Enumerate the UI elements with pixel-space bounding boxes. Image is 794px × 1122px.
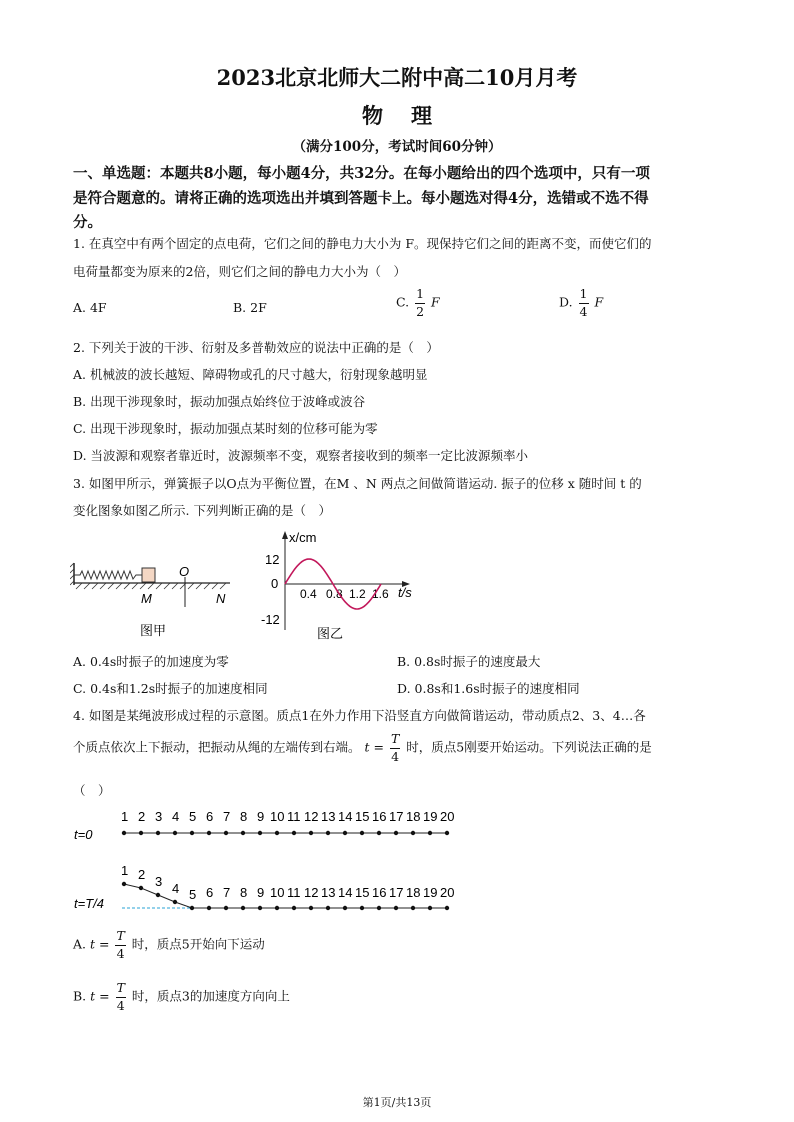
particle-dot [428, 831, 432, 835]
particle-number: 20 [440, 885, 455, 900]
particle-dot [411, 906, 415, 910]
q1-option-d-prefix: D. [559, 294, 573, 310]
equals-sign: = [95, 988, 114, 1004]
particle-dot [139, 831, 143, 835]
particle-dot [326, 906, 330, 910]
exam-note: （满分100分，考试时间60分钟） [292, 139, 502, 155]
q4-stem-line2 [73, 733, 652, 763]
q4-stem-line3: （ ） [73, 783, 111, 798]
particle-dot [445, 831, 449, 835]
particle-dot [394, 906, 398, 910]
particle-number: 1 [121, 863, 129, 878]
particle-dot [241, 831, 245, 835]
particle-dot [258, 906, 262, 910]
option-text: 时，质点3的加速度方向向上 [131, 988, 290, 1004]
fraction-numerator: T [390, 733, 400, 749]
particle-dot [190, 906, 194, 910]
particle-dot [360, 831, 364, 835]
var-t: t [364, 739, 370, 755]
q2-option-a: A. 机械波的波长越短、障碍物或孔的尺寸越大，衍射现象越明显 [73, 367, 428, 382]
particle-number: 12 [304, 885, 319, 900]
particle-dot [377, 831, 381, 835]
particle-dot [343, 831, 347, 835]
figure-xt-graph [255, 528, 435, 643]
fraction-denominator: 4 [116, 997, 125, 1013]
q1-option-c [396, 288, 440, 318]
particle-dot [224, 831, 228, 835]
option-text: 时，质点5开始向下运动 [131, 936, 265, 952]
particle-number: 20 [440, 809, 455, 824]
particle-number: 17 [389, 809, 404, 824]
q1-option-a: A. 4F [73, 300, 107, 315]
particle-number: 5 [189, 887, 197, 902]
y-tick-0: 0 [271, 576, 279, 591]
x-axis-label: t/s [398, 585, 412, 600]
particle-dot [156, 831, 160, 835]
equals-sign: = [95, 936, 114, 952]
particle-dot [377, 906, 381, 910]
particle-number: 11 [287, 885, 301, 900]
fraction-denominator: 4 [579, 303, 588, 319]
fraction-denominator: 4 [391, 748, 400, 764]
particle-dot [275, 906, 279, 910]
particle-number: 12 [304, 809, 319, 824]
exam-title: 2023北京北师大二附中高二10月月考 [216, 65, 578, 90]
row-label-t0: t=0 [74, 827, 93, 842]
particle-number: 16 [372, 809, 387, 824]
q1-stem-line1: 1. 在真空中有两个固定的点电荷，它们之间的静电力大小为 F。现保持它们之间的距离不变，而使它们的 [73, 236, 652, 251]
label-N: N [216, 591, 226, 606]
particle-dot [309, 831, 313, 835]
particle-number: 6 [206, 809, 214, 824]
fraction-numerator: 1 [415, 288, 425, 304]
label-O: O [179, 564, 190, 579]
q1-option-d [559, 288, 603, 318]
figure-rope-wave [70, 805, 470, 915]
option-prefix: A. [73, 936, 90, 952]
section-instructions-line1: 一、单选题：本题共8小题，每小题4分，共32分。在每小题给出的四个选项中，只有一项 [73, 165, 650, 182]
var-t: t [90, 988, 96, 1004]
q2-stem: 2. 下列关于波的干涉、衍射及多普勒效应的说法中正确的是（ ） [73, 340, 439, 355]
q3-stem-line1: 3. 如图甲所示，弹簧振子以O点为平衡位置，在M 、N 两点之间做简谐运动. 振子的位移 x 随时间 t 的 [73, 476, 642, 491]
particle-dot [428, 906, 432, 910]
subject-title: 物理 [362, 103, 460, 128]
particle-number: 4 [172, 809, 180, 824]
particle-dot [224, 906, 228, 910]
section-instructions-line3: 分。 [73, 214, 102, 231]
particle-number: 14 [338, 885, 353, 900]
x-tick-0.8: 0.8 [326, 587, 343, 601]
equals-sign: = [369, 739, 388, 755]
particle-dot [122, 831, 126, 835]
q4-stem-line1: 4. 如图是某绳波形成过程的示意图。质点1在外力作用下沿竖直方向做简谐运动，带动质点2、3、4…各 [73, 708, 646, 723]
particle-number: 9 [257, 809, 265, 824]
figure-caption-jia: 图甲 [140, 623, 167, 638]
particle-dot [394, 831, 398, 835]
fraction-numerator: 1 [579, 288, 589, 304]
fraction-numerator: T [115, 930, 125, 946]
page-footer: 第1页/共13页 [362, 1096, 432, 1109]
q3-option-b: B. 0.8s时振子的速度最大 [397, 654, 541, 669]
q1-option-b: B. 2F [233, 300, 267, 315]
particle-number: 1 [121, 809, 129, 824]
particle-number: 15 [355, 885, 370, 900]
particle-number: 2 [138, 867, 146, 882]
particle-dot [360, 906, 364, 910]
particle-dot [241, 906, 245, 910]
x-tick-1.6: 1.6 [372, 587, 389, 601]
particle-number: 3 [155, 874, 163, 889]
particle-number: 16 [372, 885, 387, 900]
fraction-T-over-4 [115, 930, 125, 960]
particle-dot [309, 906, 313, 910]
fraction-numerator: T [116, 982, 126, 998]
particle-dot [292, 906, 296, 910]
particle-number: 15 [355, 809, 370, 824]
particle-number: 13 [321, 885, 336, 900]
q1-option-c-prefix: C. [396, 294, 410, 310]
particle-dot [190, 831, 194, 835]
q3-option-a: A. 0.4s时振子的加速度为零 [73, 654, 229, 669]
particle-number: 8 [240, 809, 248, 824]
particle-dot [207, 906, 211, 910]
particle-dot [343, 906, 347, 910]
x-tick-0.4: 0.4 [300, 587, 317, 601]
q3-option-c: C. 0.4s和1.2s时振子的加速度相同 [73, 681, 268, 696]
particle-dot [139, 886, 143, 890]
particle-number: 18 [406, 885, 421, 900]
particle-number: 11 [287, 809, 301, 824]
particle-dot [411, 831, 415, 835]
fraction-denominator: 4 [116, 945, 125, 961]
q1-option-c-fraction [415, 288, 425, 318]
particle-number: 10 [270, 885, 285, 900]
particle-dot [173, 831, 177, 835]
particle-number: 5 [189, 809, 197, 824]
particle-number: 8 [240, 885, 248, 900]
particle-number: 19 [423, 809, 438, 824]
fraction-T-over-4 [116, 982, 126, 1012]
q2-option-d: D. 当波源和观察者靠近时，波源频率不变，观察者接收到的频率一定比波源频率小 [73, 448, 529, 463]
particle-number: 4 [172, 881, 180, 896]
q4-option-a [73, 930, 265, 960]
q4-stem-line2-suffix: 时，质点5刚要开始运动。下列说法正确的是 [406, 739, 652, 755]
particle-number: 3 [155, 809, 163, 824]
q2-option-b: B. 出现干涉现象时，振动加强点始终位于波峰或波谷 [73, 394, 366, 409]
particle-dot [292, 831, 296, 835]
particle-dot [326, 831, 330, 835]
particle-number: 7 [223, 885, 231, 900]
particle-dot [122, 882, 126, 886]
particle-dot [156, 893, 160, 897]
particle-number: 7 [223, 809, 231, 824]
particle-dot [258, 831, 262, 835]
label-M: M [141, 591, 152, 606]
row-label-tT4: t=T/4 [74, 896, 104, 911]
particle-number: 19 [423, 885, 438, 900]
fraction-T-over-4 [390, 733, 400, 763]
figure-caption-yi: 图乙 [317, 626, 344, 641]
particle-number: 10 [270, 809, 285, 824]
option-prefix: B. [73, 988, 91, 1004]
q1-option-c-suffix: F [431, 294, 440, 310]
y-axis-label: x/cm [289, 530, 317, 545]
particle-number: 18 [406, 809, 421, 824]
particle-number: 2 [138, 809, 146, 824]
q4-option-b [73, 982, 290, 1012]
fraction-denominator: 2 [416, 303, 425, 319]
particle-dot [275, 831, 279, 835]
particle-number: 9 [257, 885, 265, 900]
q4-stem-line2-prefix: 个质点依次上下振动，把振动从绳的左端传到右端。 [73, 739, 361, 755]
particle-number: 6 [206, 885, 214, 900]
q1-option-d-fraction [579, 288, 589, 318]
particle-dot [173, 900, 177, 904]
particle-number: 13 [321, 809, 336, 824]
x-tick-1.2: 1.2 [349, 587, 366, 601]
q3-stem-line2: 变化图象如图乙所示. 下列判断正确的是（ ） [73, 503, 331, 518]
particle-number: 14 [338, 809, 353, 824]
y-tick-12: 12 [265, 552, 280, 567]
q1-option-d-suffix: F [594, 294, 604, 310]
q3-option-d: D. 0.8s和1.6s时振子的速度相同 [397, 681, 580, 696]
q2-option-c: C. 出现干涉现象时，振动加强点某时刻的位移可能为零 [73, 421, 378, 436]
section-instructions-line2: 是符合题意的。请将正确的选项选出并填到答题卡上。每小题选对得4分，选错或不选不得 [73, 190, 649, 207]
figure-spring-oscillator [70, 555, 240, 640]
particle-dot [445, 906, 449, 910]
var-t: t [89, 936, 96, 952]
particle-number: 17 [389, 885, 404, 900]
q1-stem-line2: 电荷量都变为原来的2倍，则它们之间的静电力大小为（ ） [73, 264, 406, 279]
y-tick-minus-12: -12 [261, 612, 280, 627]
particle-dot [207, 831, 211, 835]
